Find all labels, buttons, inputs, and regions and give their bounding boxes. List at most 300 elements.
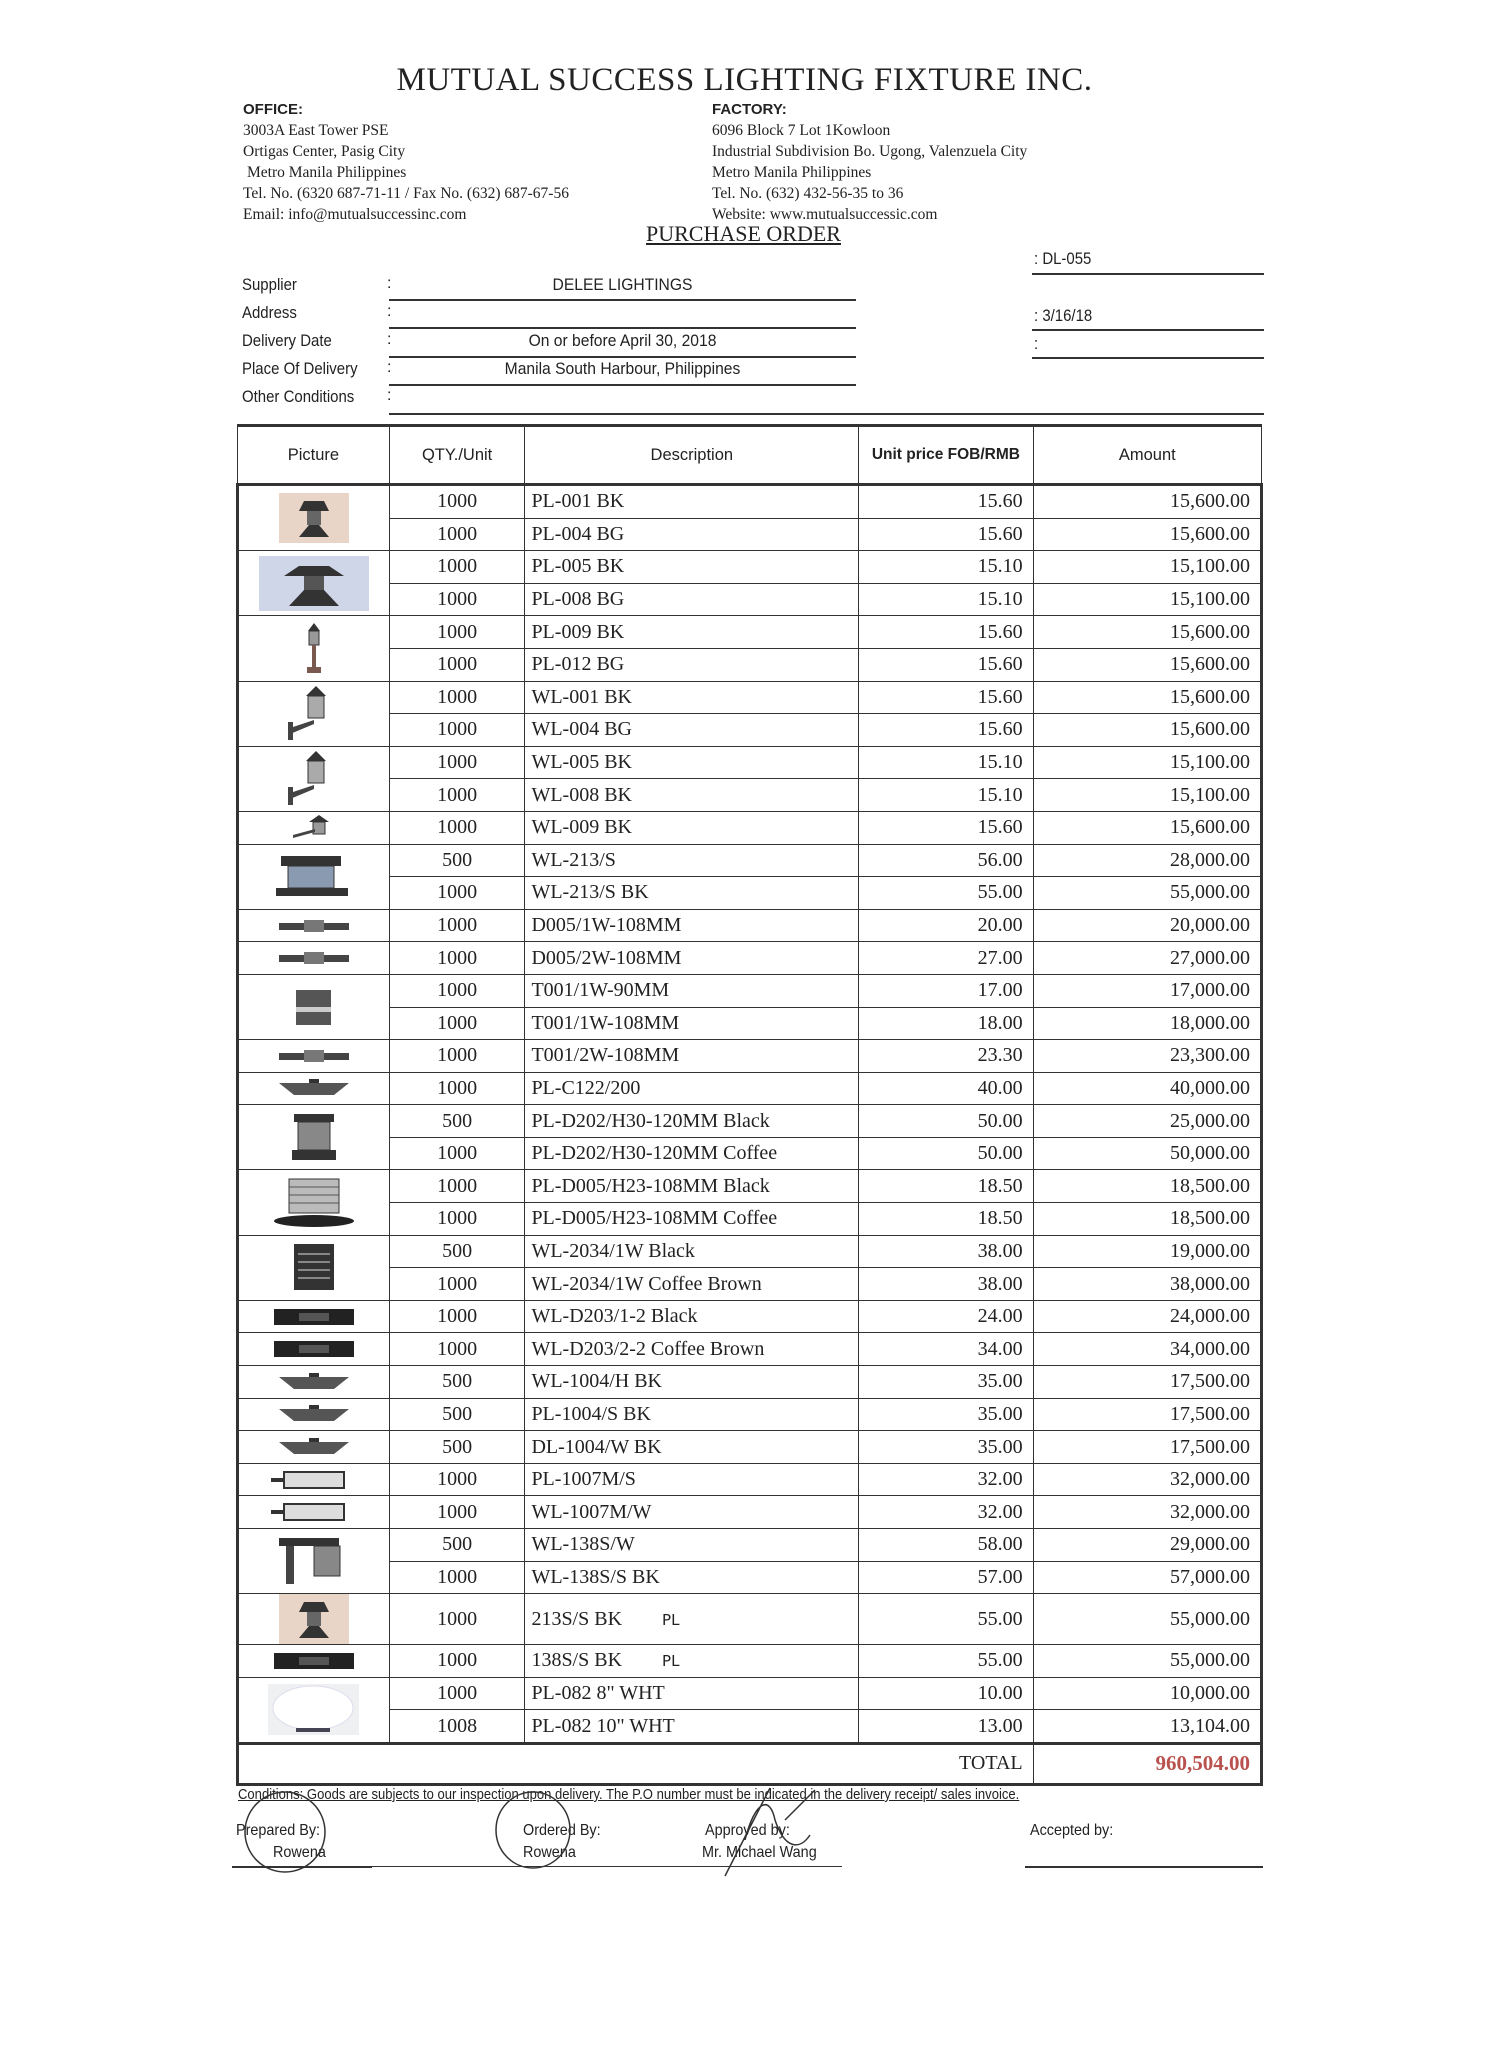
- row-unit-price: [859, 811, 1033, 844]
- row-amount: [1033, 1645, 1261, 1678]
- row-description: [525, 1710, 859, 1744]
- row-unit-price-text: 34.00: [977, 1337, 1023, 1360]
- row-description-text: PL-005 BK: [531, 555, 625, 578]
- prepared-circle-mark: [245, 1792, 325, 1872]
- field-value: DELEE LIGHTINGS: [552, 275, 693, 294]
- row-qty: [389, 1072, 525, 1105]
- row-unit-price-text: 13.00: [977, 1714, 1023, 1737]
- row-description: [525, 1431, 859, 1464]
- row-description-text: D005/2W-108MM: [531, 946, 682, 969]
- lamp-image-icon: [239, 1105, 389, 1169]
- factory-line: 6096 Block 7 Lot 1Kowloon: [712, 122, 891, 139]
- row-qty: [389, 779, 525, 812]
- table-row: [238, 1105, 1262, 1138]
- row-qty-text: 1000: [437, 1142, 478, 1165]
- row-description: [525, 583, 859, 616]
- row-qty: [389, 1561, 525, 1594]
- product-picture: [238, 844, 390, 909]
- header-picture: Picture: [238, 426, 390, 485]
- row-unit-price: [859, 1007, 1033, 1040]
- row-qty-text: 1008: [437, 1714, 478, 1737]
- row-description-text: PL-082 8" WHT: [531, 1682, 665, 1705]
- lamp-image-icon: [239, 1333, 389, 1365]
- row-description-text: WL-1007M/W: [531, 1500, 652, 1523]
- table-row: [238, 844, 1262, 877]
- product-picture: [238, 974, 390, 1039]
- field-colon: :: [387, 275, 392, 292]
- row-amount-text: 25,000.00: [1170, 1109, 1250, 1132]
- row-qty-text: 1000: [437, 1011, 478, 1034]
- factory-line: Metro Manila Philippines: [712, 164, 872, 181]
- row-unit-price-text: 18.50: [977, 1207, 1023, 1230]
- row-amount-text: 23,300.00: [1170, 1044, 1250, 1067]
- row-unit-price: [859, 1645, 1033, 1678]
- header-qty: QTY./Unit: [389, 426, 525, 485]
- ordered-by-name: Rowena: [523, 1844, 576, 1861]
- approved-signature-mark: [725, 1788, 815, 1876]
- row-qty-text: 1000: [437, 1500, 478, 1523]
- row-qty: [389, 811, 525, 844]
- row-unit-price-text: 40.00: [977, 1076, 1023, 1099]
- row-description: [525, 1677, 859, 1710]
- row-qty-text: 500: [442, 1239, 473, 1262]
- product-picture: [238, 485, 390, 551]
- row-unit-price: [859, 583, 1033, 616]
- row-unit-price-text: 15.10: [977, 588, 1023, 611]
- row-unit-price-text: 50.00: [977, 1142, 1023, 1165]
- conditions-text: Conditions: Goods are subjects to our inspection upon delivery. The P.O number must be indicated in the delivery receipt/ sales invoice.: [238, 1787, 1020, 1803]
- table-row: [238, 877, 1262, 910]
- factory-address: [712, 99, 1027, 225]
- row-unit-price-text: 20.00: [977, 914, 1023, 937]
- row-description: [525, 1268, 859, 1301]
- row-unit-price-text: 15.60: [977, 653, 1023, 676]
- row-unit-price-text: 23.30: [977, 1044, 1023, 1067]
- row-qty-text: 1000: [437, 1682, 478, 1705]
- row-amount: [1033, 1300, 1261, 1333]
- row-amount: [1033, 1398, 1261, 1431]
- row-qty-text: 1000: [437, 1207, 478, 1230]
- lamp-image-icon: [239, 1301, 389, 1333]
- row-amount: [1033, 811, 1261, 844]
- field-line: [389, 299, 856, 301]
- row-description: [525, 1137, 859, 1170]
- row-amount: [1033, 1366, 1261, 1399]
- row-description-text: PL-004 BG: [531, 522, 625, 545]
- row-description-text: WL-138S/W: [531, 1533, 635, 1556]
- row-amount: [1033, 518, 1261, 551]
- row-qty: [389, 1366, 525, 1399]
- row-qty-text: 1000: [437, 881, 478, 904]
- row-amount-text: 18,000.00: [1170, 1011, 1250, 1034]
- row-description: [525, 485, 859, 519]
- row-amount: [1033, 746, 1261, 779]
- table-row: [238, 551, 1262, 584]
- lamp-image-icon: [239, 1236, 389, 1300]
- table-row: [238, 648, 1262, 681]
- lamp-image-icon: [239, 616, 389, 680]
- row-amount: [1033, 1137, 1261, 1170]
- lamp-image-icon: [239, 682, 389, 746]
- table-row: [238, 1594, 1262, 1645]
- row-description-text: PL-001 BK: [531, 490, 625, 513]
- product-picture: [238, 1040, 390, 1073]
- row-qty-text: 1000: [437, 816, 478, 839]
- row-amount-text: 20,000.00: [1170, 914, 1250, 937]
- row-amount-text: 15,600.00: [1170, 685, 1250, 708]
- lamp-image-icon: [239, 1170, 389, 1234]
- row-unit-price: [859, 942, 1033, 975]
- product-picture: [238, 616, 390, 681]
- row-amount: [1033, 1594, 1261, 1645]
- field-value: Manila South Harbour, Philippines: [504, 359, 741, 378]
- row-unit-price-text: 18.00: [977, 1011, 1023, 1034]
- office-line: Tel. No. (6320 687-71-11 / Fax No. (632) 687-67-56: [243, 185, 569, 202]
- office-line: Ortigas Center, Pasig City: [243, 143, 406, 160]
- product-picture: [238, 1366, 390, 1399]
- product-picture: [238, 681, 390, 746]
- row-unit-price: [859, 909, 1033, 942]
- product-picture: [238, 1333, 390, 1366]
- field-line: [389, 327, 856, 329]
- row-description: [525, 1594, 859, 1645]
- row-qty-text: 1000: [437, 783, 478, 806]
- row-amount: [1033, 1007, 1261, 1040]
- row-description-text: PL-1007M/S: [531, 1468, 636, 1491]
- row-qty: [389, 518, 525, 551]
- lamp-image-icon: [239, 1040, 389, 1072]
- row-unit-price: [859, 877, 1033, 910]
- row-amount-text: 27,000.00: [1170, 946, 1250, 969]
- lamp-image-icon: [239, 747, 389, 811]
- row-description: [525, 518, 859, 551]
- table-row: [238, 974, 1262, 1007]
- row-description: [525, 1398, 859, 1431]
- product-picture: [238, 1235, 390, 1300]
- row-qty-text: 1000: [437, 979, 478, 1002]
- office-heading: OFFICE:: [243, 101, 303, 118]
- row-qty: [389, 648, 525, 681]
- row-amount: [1033, 1710, 1261, 1744]
- row-amount-text: 57,000.00: [1170, 1565, 1250, 1588]
- row-description: [525, 681, 859, 714]
- row-description-text: PL-082 10" WHT: [531, 1714, 675, 1737]
- row-qty-text: 1000: [437, 555, 478, 578]
- ordered-circle-mark: [496, 1792, 570, 1868]
- po-date: : 3/16/18: [1034, 306, 1093, 325]
- row-unit-price: [859, 779, 1033, 812]
- lamp-image-icon: [239, 551, 389, 615]
- row-qty: [389, 1710, 525, 1744]
- row-qty: [389, 714, 525, 747]
- table-row: [238, 1235, 1262, 1268]
- row-qty: [389, 1677, 525, 1710]
- row-description: [525, 909, 859, 942]
- row-unit-price-text: 55.00: [977, 1649, 1023, 1672]
- prepared-by-name: Rowena: [273, 1844, 326, 1861]
- handwritten-note: PL: [662, 1610, 680, 1629]
- row-description: [525, 844, 859, 877]
- field-label: Delivery Date: [242, 331, 332, 350]
- row-description-text: PL-008 BG: [531, 588, 625, 611]
- order-table: [236, 424, 1263, 1786]
- header-description: Description: [525, 426, 859, 485]
- row-description-text: WL-009 BK: [531, 816, 632, 839]
- table-row: [238, 1463, 1262, 1496]
- row-amount-text: 32,000.00: [1170, 1500, 1250, 1523]
- row-qty-text: 1000: [437, 1174, 478, 1197]
- row-amount: [1033, 485, 1261, 519]
- row-qty: [389, 1268, 525, 1301]
- row-unit-price-text: 10.00: [977, 1682, 1023, 1705]
- po-blank-line: [1032, 357, 1264, 359]
- row-amount-text: 15,600.00: [1170, 620, 1250, 643]
- row-amount: [1033, 877, 1261, 910]
- row-qty: [389, 1496, 525, 1529]
- total-value: 960,504.00: [1033, 1743, 1261, 1784]
- row-qty: [389, 1645, 525, 1678]
- row-unit-price: [859, 1203, 1033, 1236]
- row-qty-text: 500: [442, 1435, 473, 1458]
- header-unit-price: Unit price FOB/RMB: [859, 426, 1033, 485]
- row-unit-price-text: 15.60: [977, 685, 1023, 708]
- row-qty: [389, 974, 525, 1007]
- table-row: [238, 1398, 1262, 1431]
- row-unit-price: [859, 616, 1033, 649]
- row-description: [525, 1072, 859, 1105]
- table-row: [238, 1333, 1262, 1366]
- row-qty: [389, 1170, 525, 1203]
- table-row: [238, 1203, 1262, 1236]
- row-qty-text: 500: [442, 1402, 473, 1425]
- row-qty: [389, 1203, 525, 1236]
- table-row: [238, 518, 1262, 551]
- table-row: [238, 1007, 1262, 1040]
- table-header-row: [238, 426, 1262, 485]
- table-row: [238, 1072, 1262, 1105]
- row-amount: [1033, 1203, 1261, 1236]
- row-amount: [1033, 681, 1261, 714]
- company-name: MUTUAL SUCCESS LIGHTING FIXTURE INC.: [396, 62, 1093, 98]
- table-body: [238, 485, 1262, 1744]
- row-description-text: PL-D202/H30-120MM Black: [531, 1109, 770, 1132]
- row-description: [525, 648, 859, 681]
- lamp-image-icon: [239, 942, 389, 974]
- table-row: [238, 681, 1262, 714]
- row-description: [525, 1463, 859, 1496]
- lamp-image-icon: [239, 1645, 389, 1677]
- table-row: [238, 1040, 1262, 1073]
- field-value: On or before April 30, 2018: [528, 331, 717, 350]
- row-qty-text: 1000: [437, 685, 478, 708]
- row-unit-price: [859, 974, 1033, 1007]
- lamp-image-icon: [239, 1678, 389, 1742]
- row-description: [525, 1561, 859, 1594]
- header-amount: Amount: [1033, 426, 1261, 485]
- row-unit-price-text: 38.00: [977, 1272, 1023, 1295]
- row-unit-price-text: 35.00: [977, 1370, 1023, 1393]
- row-description: [525, 616, 859, 649]
- approved-by-label: Approved by:: [705, 1822, 790, 1839]
- table-row: [238, 616, 1262, 649]
- row-qty-text: 1000: [437, 588, 478, 611]
- row-unit-price-text: 55.00: [977, 1607, 1023, 1630]
- row-description-text: WL-008 BK: [531, 783, 632, 806]
- table-row: [238, 1561, 1262, 1594]
- row-unit-price: [859, 746, 1033, 779]
- row-amount: [1033, 714, 1261, 747]
- row-unit-price-text: 27.00: [977, 946, 1023, 969]
- row-amount: [1033, 942, 1261, 975]
- office-line: 3003A East Tower PSE: [243, 122, 389, 139]
- row-description: [525, 1235, 859, 1268]
- product-picture: [238, 909, 390, 942]
- row-amount-text: 17,500.00: [1170, 1370, 1250, 1393]
- factory-line: Industrial Subdivision Bo. Ugong, Valenzuela City: [712, 143, 1028, 160]
- row-qty-text: 1000: [437, 914, 478, 937]
- row-qty-text: 1000: [437, 1044, 478, 1067]
- row-amount-text: 15,600.00: [1170, 522, 1250, 545]
- product-picture: [238, 1594, 390, 1645]
- row-amount-text: 15,100.00: [1170, 588, 1250, 611]
- row-amount-text: 28,000.00: [1170, 848, 1250, 871]
- po-date-line: [1032, 329, 1264, 331]
- po-blank: :: [1034, 334, 1039, 353]
- product-picture: [238, 1496, 390, 1529]
- field-label: Address: [242, 303, 297, 322]
- row-description-text: WL-138S/S BK: [531, 1565, 660, 1588]
- ordered-by-label: Ordered By:: [523, 1822, 601, 1839]
- row-qty-text: 1000: [437, 653, 478, 676]
- row-unit-price: [859, 1431, 1033, 1464]
- row-amount: [1033, 779, 1261, 812]
- row-qty-text: 1000: [437, 620, 478, 643]
- row-description-text: 138S/S BK: [531, 1649, 623, 1672]
- product-picture: [238, 1677, 390, 1743]
- row-amount-text: 15,600.00: [1170, 718, 1250, 741]
- row-unit-price: [859, 1529, 1033, 1562]
- row-amount-text: 15,100.00: [1170, 751, 1250, 774]
- product-picture: [238, 1072, 390, 1105]
- row-description-text: PL-D005/H23-108MM Black: [531, 1174, 770, 1197]
- row-description-text: PL-1004/S BK: [531, 1402, 651, 1425]
- product-picture: [238, 551, 390, 616]
- po-number: : DL-055: [1034, 249, 1092, 268]
- row-unit-price: [859, 1300, 1033, 1333]
- row-description-text: WL-213/S BK: [531, 881, 649, 904]
- row-qty: [389, 1594, 525, 1645]
- row-unit-price: [859, 1235, 1033, 1268]
- row-unit-price: [859, 714, 1033, 747]
- row-description: [525, 1203, 859, 1236]
- row-amount-text: 24,000.00: [1170, 1305, 1250, 1328]
- row-qty-text: 500: [442, 1533, 473, 1556]
- row-qty: [389, 681, 525, 714]
- row-qty-text: 500: [442, 1370, 473, 1393]
- row-unit-price: [859, 648, 1033, 681]
- office-line: Email: info@mutualsuccessinc.com: [243, 206, 467, 223]
- row-description-text: WL-2034/1W Black: [531, 1239, 695, 1262]
- row-amount-text: 17,500.00: [1170, 1402, 1250, 1425]
- field-colon: :: [387, 359, 392, 376]
- table-row: [238, 1170, 1262, 1203]
- row-amount-text: 15,100.00: [1170, 555, 1250, 578]
- row-amount: [1033, 1496, 1261, 1529]
- row-description-text: D005/1W-108MM: [531, 914, 682, 937]
- row-qty: [389, 583, 525, 616]
- lamp-image-icon: [239, 1496, 389, 1528]
- row-description-text: 213S/S BK: [531, 1607, 623, 1630]
- row-amount: [1033, 1170, 1261, 1203]
- row-qty: [389, 1398, 525, 1431]
- factory-line: Website: www.mutualsuccessic.com: [712, 206, 938, 223]
- row-description-text: WL-D203/1-2 Black: [531, 1305, 698, 1328]
- row-qty: [389, 1529, 525, 1562]
- handwritten-note: PL: [662, 1652, 680, 1671]
- row-unit-price-text: 15.60: [977, 522, 1023, 545]
- product-picture: [238, 1170, 390, 1235]
- lamp-image-icon: [239, 1073, 389, 1105]
- row-qty: [389, 746, 525, 779]
- document-title: PURCHASE ORDER: [646, 221, 841, 246]
- row-qty: [389, 1105, 525, 1138]
- row-amount-text: 15,600.00: [1170, 490, 1250, 513]
- lamp-image-icon: [239, 1431, 389, 1463]
- row-qty-text: 1000: [437, 1337, 478, 1360]
- row-unit-price-text: 15.60: [977, 816, 1023, 839]
- row-qty-text: 500: [442, 848, 473, 871]
- row-amount-text: 17,000.00: [1170, 979, 1250, 1002]
- row-amount-text: 29,000.00: [1170, 1533, 1250, 1556]
- row-unit-price: [859, 1268, 1033, 1301]
- row-unit-price-text: 50.00: [977, 1109, 1023, 1132]
- row-unit-price-text: 57.00: [977, 1565, 1023, 1588]
- table-row: [238, 1645, 1262, 1678]
- row-amount: [1033, 974, 1261, 1007]
- field-label: Supplier: [242, 275, 297, 294]
- signature-scribbles: [225, 1780, 925, 1890]
- row-unit-price-text: 15.10: [977, 751, 1023, 774]
- row-unit-price: [859, 1594, 1033, 1645]
- row-description: [525, 746, 859, 779]
- row-amount-text: 50,000.00: [1170, 1142, 1250, 1165]
- prepared-by-label: Prepared By:: [236, 1822, 321, 1839]
- factory-line: Tel. No. (632) 432-56-35 to 36: [712, 185, 904, 202]
- row-qty-text: 1000: [437, 1468, 478, 1491]
- row-amount: [1033, 1431, 1261, 1464]
- row-amount-text: 15,600.00: [1170, 816, 1250, 839]
- table-row: [238, 1268, 1262, 1301]
- row-unit-price: [859, 1710, 1033, 1744]
- lamp-image-icon: [239, 975, 389, 1039]
- row-amount: [1033, 1463, 1261, 1496]
- row-unit-price: [859, 1072, 1033, 1105]
- row-amount: [1033, 1235, 1261, 1268]
- row-qty: [389, 1235, 525, 1268]
- office-line: Metro Manila Philippines: [247, 164, 407, 181]
- field-line: [389, 384, 856, 386]
- row-qty: [389, 877, 525, 910]
- row-unit-price-text: 35.00: [977, 1402, 1023, 1425]
- table-row: [238, 1431, 1262, 1464]
- row-amount: [1033, 648, 1261, 681]
- row-description: [525, 1105, 859, 1138]
- table-row: [238, 1366, 1262, 1399]
- row-description-text: DL-1004/W BK: [531, 1435, 662, 1458]
- row-amount-text: 55,000.00: [1170, 1649, 1250, 1672]
- lamp-image-icon: [239, 845, 389, 909]
- accepted-by-line: [1025, 1866, 1263, 1868]
